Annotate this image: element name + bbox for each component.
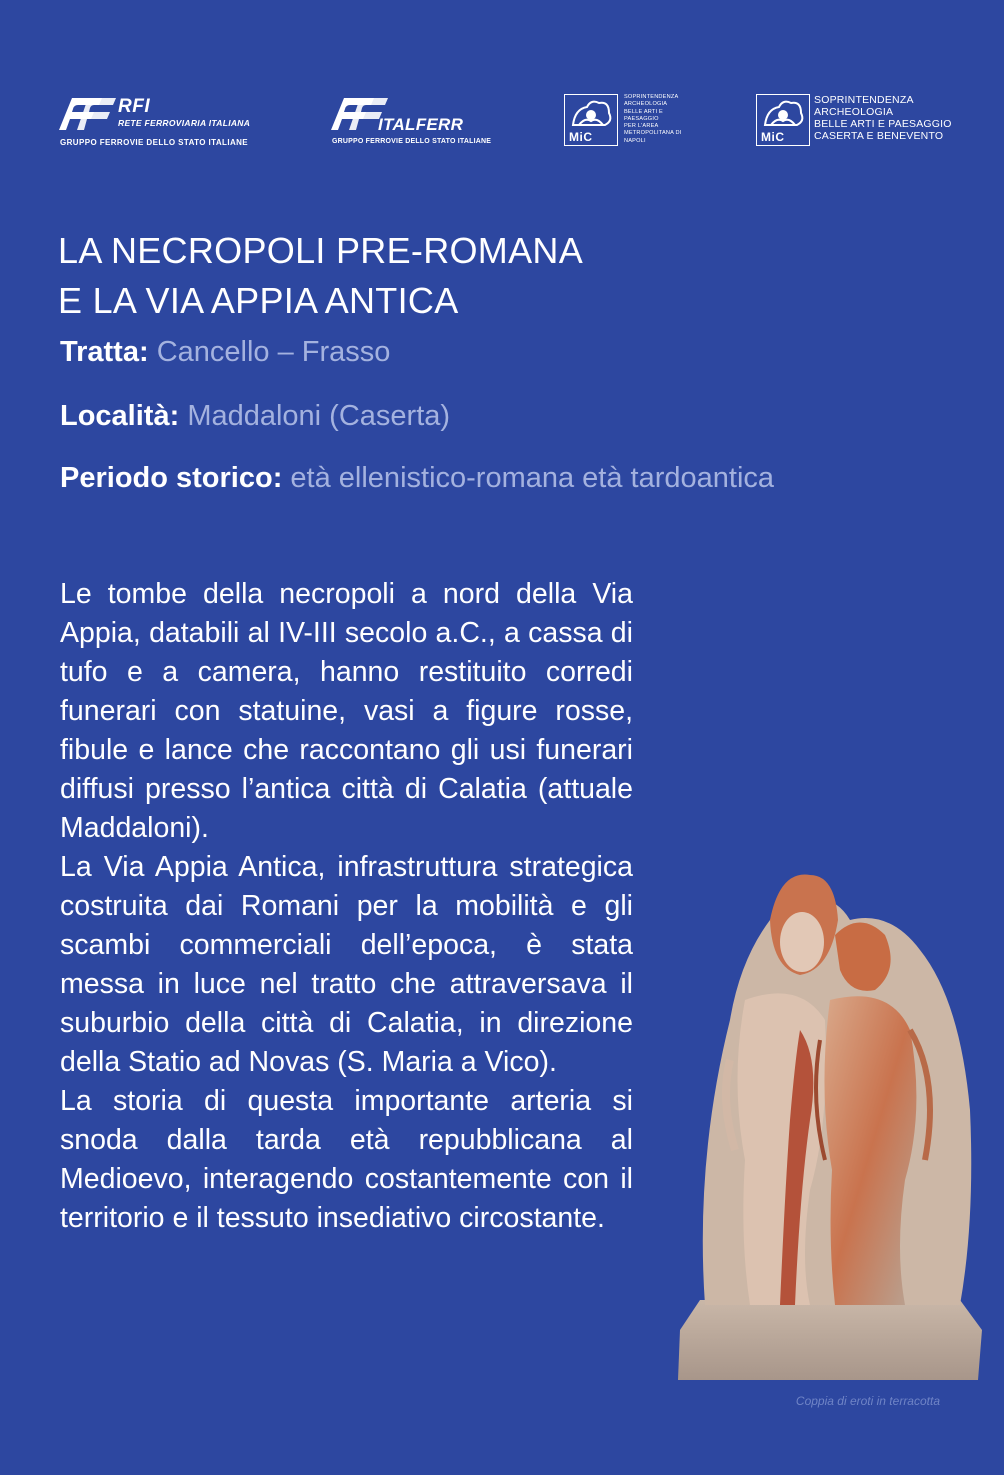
periodo-row xyxy=(60,462,774,495)
rfi-brand: RFI xyxy=(118,96,151,117)
page-title xyxy=(58,226,678,326)
rfi-subtitle: RETE FERROVIARIA ITALIANA xyxy=(118,118,251,128)
body-text xyxy=(60,575,633,1238)
fs-mark-icon xyxy=(58,94,118,134)
logo-bar xyxy=(0,88,1004,158)
mic-label: MiC xyxy=(761,130,785,144)
italferr-group: GRUPPO FERROVIE DELLO STATO ITALIANE xyxy=(332,138,492,145)
soprintendenza-napoli-logo xyxy=(564,88,689,150)
body-paragraph-2: La Via Appia Antica, infrastruttura strategica costruita dai Romani per la mobilità e gli scambi commerciali dell’epoca, è stata messa in luce nel tratto che attraversava il suburbio della città di Calatia, in direzione della Statio ad Novas (S. Maria a Vico). xyxy=(60,851,633,1078)
periodo-label: Periodo storico: xyxy=(60,462,283,494)
tratta-value: Cancello – Frasso xyxy=(156,336,391,368)
rfi-group: GRUPPO FERROVIE DELLO STATO ITALIANE xyxy=(60,138,249,147)
soprintendenza-caserta-text: SOPRINTENDENZA ARCHEOLOGIA BELLE ARTI E PAESAGGIO CASERTA E BENEVENTO xyxy=(814,94,952,142)
tratta-label: Tratta: xyxy=(60,336,149,368)
italferr-logo xyxy=(330,88,495,150)
localita-value: Maddaloni (Caserta) xyxy=(187,400,451,432)
body-paragraph-3: La storia di questa importante arteria si snoda dalla tarda età repubblicana al Medioevo, interagendo costantemente con il territorio e il tessuto insediativo circostante. xyxy=(60,1085,633,1234)
figure-caption: Coppia di eroti in terracotta xyxy=(795,1394,940,1408)
tratta-row xyxy=(60,336,390,369)
soprintendenza-napoli-text: SOPRINTENDENZA ARCHEOLOGIA BELLE ARTI E PAESAGGIO PER L'AREA METROPOLITANA DI NAPOLI xyxy=(624,94,682,144)
periodo-value: età ellenistico-romana età tardoantica xyxy=(290,462,775,494)
italferr-brand: ITALFERR xyxy=(378,115,464,134)
mic-emblem xyxy=(564,94,618,146)
soprintendenza-caserta-logo xyxy=(756,88,956,150)
localita-row xyxy=(60,400,450,433)
emblem-icon xyxy=(565,95,617,131)
title-line-2: E LA VIA APPIA ANTICA xyxy=(58,280,459,321)
title-line-1: LA NECROPOLI PRE-ROMANA xyxy=(58,230,584,271)
mic-emblem xyxy=(756,94,810,146)
emblem-icon xyxy=(757,95,809,131)
localita-label: Località: xyxy=(60,400,180,432)
rfi-logo xyxy=(58,88,258,150)
terracotta-figure-image xyxy=(660,860,990,1390)
mic-label: MiC xyxy=(569,130,593,144)
body-paragraph-1: Le tombe della necropoli a nord della Via Appia, databili al IV-III secolo a.C., a cassa di tufo e a camera, hanno restituito corredi funerari con statuine, vasi a figure rosse, fibule e lance che raccontano gli usi funerari diffusi presso l’antica città di Calatia (attuale Maddaloni). xyxy=(60,578,633,844)
